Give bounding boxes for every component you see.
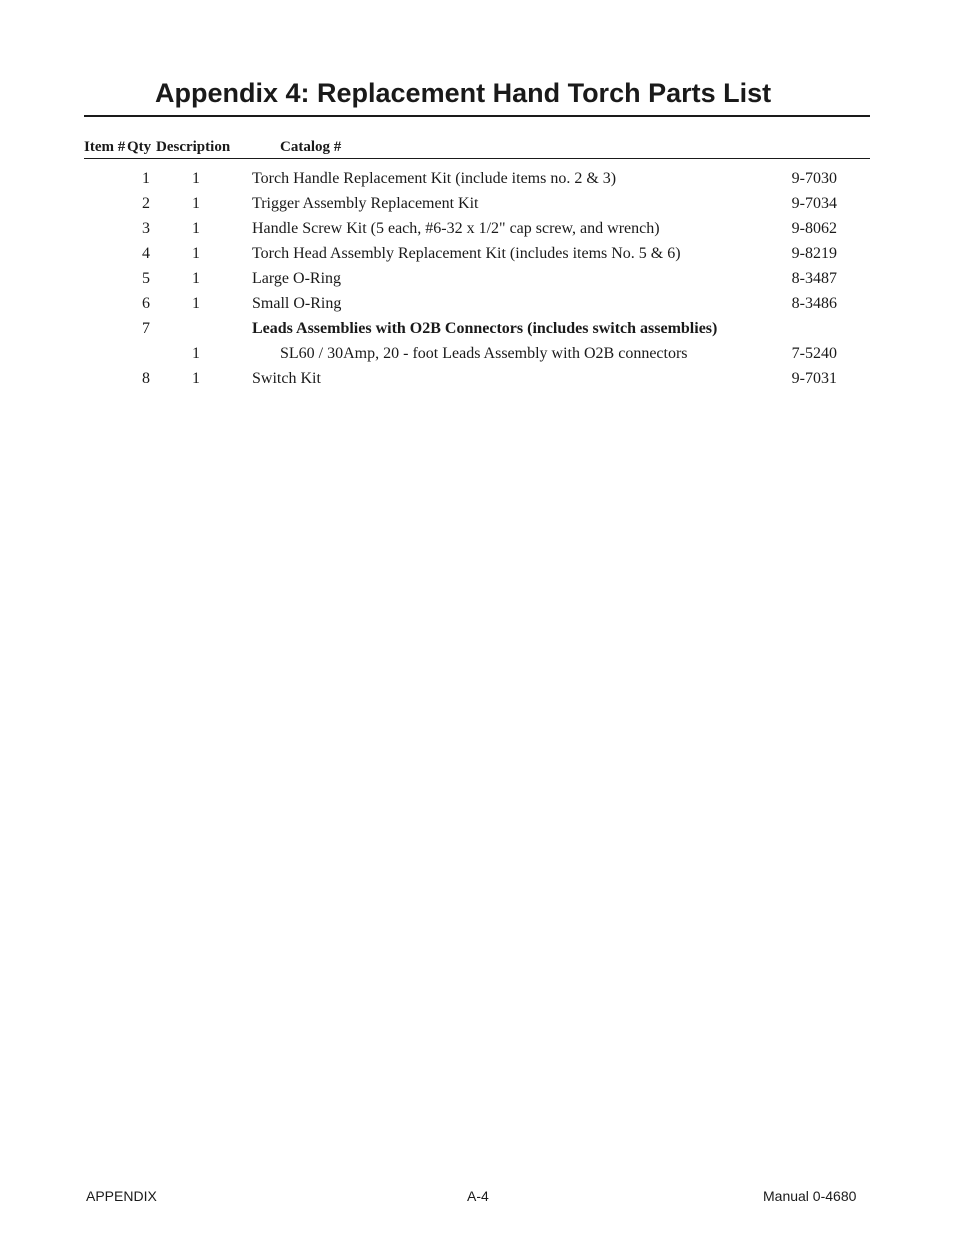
table-row	[0, 195, 954, 220]
table-row	[0, 295, 954, 320]
catalog-number: 7-5240	[791, 345, 837, 362]
description-group-heading: Leads Assemblies with O2B Connectors (includes switch assemblies)	[252, 320, 718, 337]
header-rule	[84, 158, 870, 159]
quantity: 1	[192, 220, 200, 237]
description: Torch Head Assembly Replacement Kit (includes items No. 5 & 6)	[252, 245, 681, 262]
quantity: 1	[192, 245, 200, 262]
title-rule	[84, 115, 870, 117]
table-row	[0, 320, 954, 345]
table-row	[0, 345, 954, 370]
table-row	[0, 370, 954, 395]
page-title: Appendix 4: Replacement Hand Torch Parts List	[155, 78, 772, 108]
description: Torch Handle Replacement Kit (include items no. 2 & 3)	[252, 170, 617, 187]
item-number: 2	[142, 195, 150, 212]
catalog-number: 8-3486	[791, 295, 837, 312]
table-row	[0, 220, 954, 245]
item-number: 1	[142, 170, 150, 187]
quantity: 1	[192, 295, 200, 312]
quantity: 1	[192, 370, 200, 387]
item-number: 3	[142, 220, 150, 237]
catalog-number: 8-3487	[791, 270, 837, 287]
footer-section-label: APPENDIX	[86, 1188, 157, 1204]
table-row	[0, 170, 954, 195]
table-row	[0, 245, 954, 270]
footer-manual-number: Manual 0-4680	[763, 1188, 857, 1204]
item-number: 7	[142, 320, 150, 337]
item-number: 5	[142, 270, 150, 287]
quantity: 1	[192, 170, 200, 187]
table-row	[0, 270, 954, 295]
description: SL60 / 30Amp, 20 - foot Leads Assembly with O2B connectors	[280, 345, 688, 362]
quantity: 1	[192, 345, 200, 362]
catalog-number: 9-7030	[791, 170, 837, 187]
footer-page-number: A-4	[467, 1188, 489, 1204]
description: Switch Kit	[252, 370, 321, 387]
item-number: 4	[142, 245, 150, 262]
column-header-qty: Qty	[127, 139, 152, 155]
item-number: 6	[142, 295, 150, 312]
column-header-item: Item #	[84, 139, 126, 155]
quantity: 1	[192, 270, 200, 287]
column-header-description: Description	[156, 139, 231, 155]
description: Trigger Assembly Replacement Kit	[252, 195, 479, 212]
column-header-catalog: Catalog #	[280, 139, 342, 155]
quantity: 1	[192, 195, 200, 212]
catalog-number: 9-8062	[791, 220, 837, 237]
catalog-number: 9-7031	[791, 370, 837, 387]
catalog-number: 9-7034	[791, 195, 837, 212]
catalog-number: 9-8219	[791, 245, 837, 262]
description: Large O-Ring	[252, 270, 342, 287]
description: Handle Screw Kit (5 each, #6-32 x 1/2" cap screw, and wrench)	[252, 220, 660, 237]
item-number: 8	[142, 370, 150, 387]
description: Small O-Ring	[252, 295, 342, 312]
